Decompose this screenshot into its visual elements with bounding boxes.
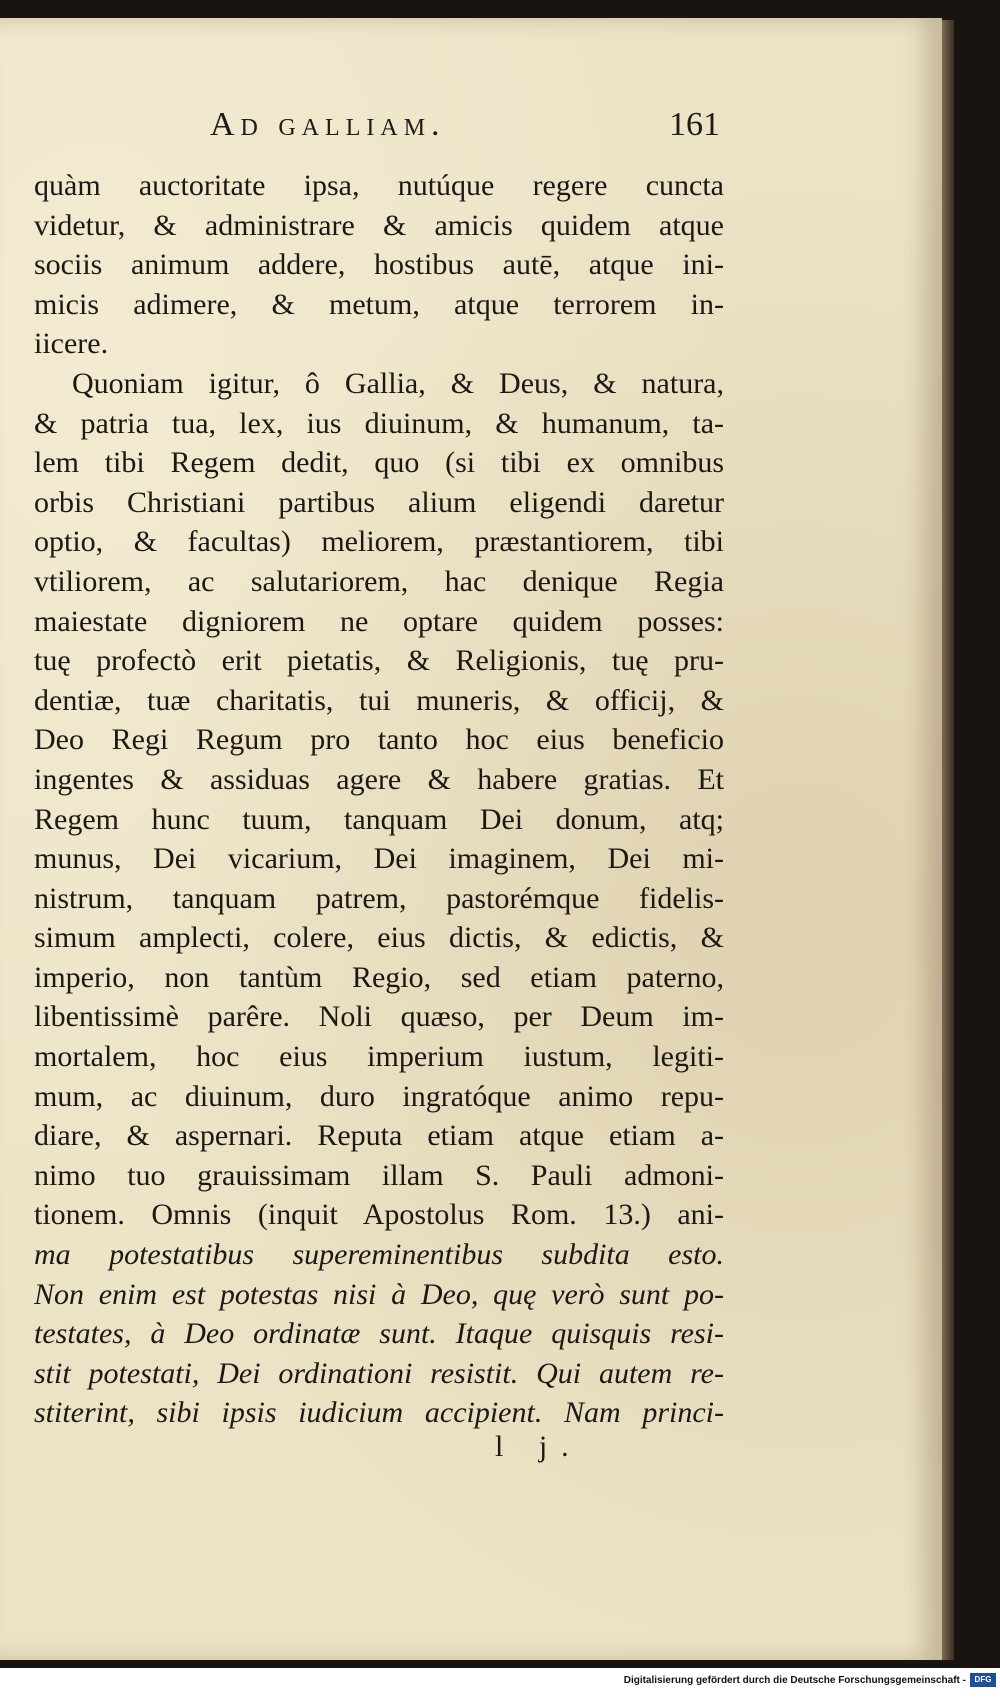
page-edge: [942, 20, 954, 1660]
running-head-title: Ad galliam.: [210, 106, 446, 143]
text-line: Regem hunc tuum, tanquam Dei donum, atq;: [34, 802, 724, 836]
text-line: simum amplecti, colere, eius dictis, & edictis, &: [34, 921, 724, 955]
text-line: quàm auctoritate ipsa, nutúque regere cuncta: [34, 169, 724, 202]
text-line: imperio, non tantùm Regio, sed etiam paterno,: [34, 960, 724, 994]
text-line: tuę profectò erit pietatis, & Religionis, tuę pru-: [34, 644, 724, 678]
text-line: maiestate digniorem ne optare quidem posses:: [34, 604, 724, 638]
text-line: stit potestati, Dei ordinationi resistit. Qui autem re-: [34, 1356, 724, 1390]
text-line: Non enim est potestas nisi à Deo, quę verò sunt po-: [34, 1277, 724, 1311]
text-line: sociis animum addere, hostibus autē, atque ini-: [34, 248, 724, 282]
text-line: nimo tuo grauissimam illam S. Pauli admoni-: [34, 1158, 724, 1192]
text-line: ingentes & assiduas agere & habere gratias. Et: [34, 762, 724, 796]
footer-bar: [0, 1668, 1000, 1698]
book-page: [0, 18, 942, 1660]
text-line: mum, ac diuinum, duro ingratóque animo repu-: [34, 1079, 724, 1113]
text-line: tionem. Omnis (inquit Apostolus Rom. 13.) ani-: [34, 1198, 724, 1232]
text-line: testates, à Deo ordinatæ sunt. Itaque quisquis resi-: [34, 1317, 724, 1351]
text-line: ma potestatibus supereminentibus subdita esto.: [34, 1238, 724, 1272]
text-line: vtiliorem, ac salutariorem, hac denique Regia: [34, 564, 724, 598]
text-line: stiterint, sibi ipsis iudicium accipient. Nam princi-: [34, 1396, 724, 1430]
text-line: dentiæ, tuæ charitatis, tui muneris, & officij, &: [34, 683, 724, 717]
text-line: lem tibi Regem dedit, quo (si tibi ex omnibus: [34, 446, 724, 480]
text-line: orbis Christiani partibus alium eligendi daretur: [34, 485, 724, 519]
text-line: munus, Dei vicarium, Dei imaginem, Dei mi-: [34, 842, 724, 876]
text-line: micis adimere, & metum, atque terrorem in-: [34, 287, 724, 321]
running-head: [210, 106, 720, 154]
page-number: 161: [669, 106, 720, 143]
text-line: diare, & aspernari. Reputa etiam atque etiam a-: [34, 1119, 724, 1153]
signature-mark: l j.: [495, 1430, 583, 1463]
text-line: videtur, & administrare & amicis quidem atque: [34, 208, 724, 242]
text-line: Quoniam igitur, ô Gallia, & Deus, & natura,: [72, 366, 724, 400]
text-line: & patria tua, lex, ius diuinum, & humanum, ta-: [34, 406, 724, 440]
text-line: Deo Regi Regum pro tanto hoc eius beneficio: [34, 723, 724, 757]
dfg-logo: DFG: [970, 1673, 996, 1687]
text-line: optio, & facultas) meliorem, præstantiorem, tibi: [34, 525, 724, 559]
text-line: iicere.: [34, 327, 109, 361]
text-line: libentissimè parêre. Noli quæso, per Deum im-: [34, 1000, 724, 1034]
footer-credit: Digitalisierung gefördert durch die Deutsche Forschungsgemeinschaft -: [623, 1675, 966, 1686]
text-line: mortalem, hoc eius imperium iustum, legiti-: [34, 1040, 724, 1074]
text-line: nistrum, tanquam patrem, pastorémque fidelis-: [34, 881, 724, 915]
body-text: [34, 166, 724, 1433]
